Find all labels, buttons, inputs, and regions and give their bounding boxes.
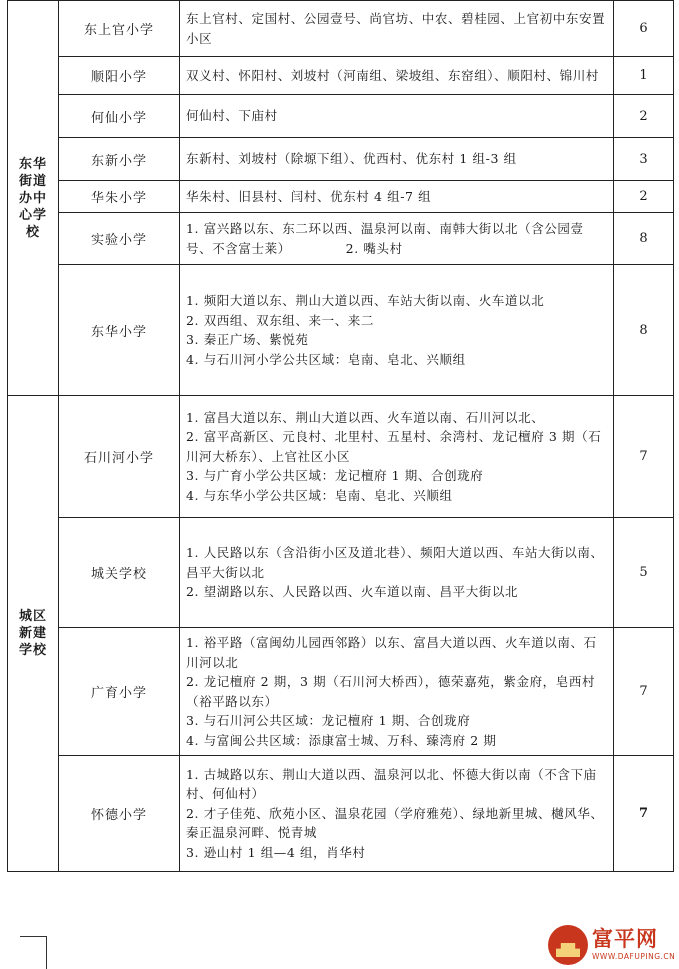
logo-url: WWW.DAFUPING.CN <box>592 952 676 962</box>
zone-area-line: 2. 双西组、双东组、来一、来二 <box>186 312 375 328</box>
zone-area-line: 3. 逊山村 1 组—4 组，肖华村 <box>186 844 366 860</box>
district-cell: 城区新建学校 <box>8 396 59 872</box>
school-name-cell: 何仙小学 <box>59 95 180 138</box>
table-body <box>8 1 674 872</box>
zone-area-cell <box>180 57 614 95</box>
school-name-cell: 顺阳小学 <box>59 57 180 95</box>
zone-area-line: 2. 望湖路以东、人民路以西、火车道以南、昌平大街以北 <box>186 584 519 600</box>
zone-area-cell <box>180 95 614 138</box>
class-count-cell: 2 <box>614 181 674 213</box>
class-count-cell: 8 <box>614 213 674 265</box>
school-name-cell: 华朱小学 <box>59 181 180 213</box>
zone-area-cell <box>180 265 614 396</box>
zone-area-cell <box>180 756 614 872</box>
school-name-cell: 广育小学 <box>59 628 180 756</box>
class-count-cell: 2 <box>614 95 674 138</box>
zone-area-cell <box>180 1 614 57</box>
zone-area-line: 1. 频阳大道以东、荆山大道以西、车站大街以南、火车道以北 <box>186 293 545 308</box>
table-row <box>8 57 674 95</box>
table-row <box>8 628 674 756</box>
class-count-cell: 8 <box>614 265 674 396</box>
zone-area-line: 2. 富平高新区、元良村、北里村、五星村、余湾村、龙记檀府 3 期（石川河大桥东）、上官社区小区 <box>186 429 602 464</box>
zone-area-line: 2. 龙记檀府 2 期，3 期（石川河大桥西），德荣嘉苑，紫金府，皂西村（裕平路以东） <box>186 674 596 709</box>
class-count-cell: 7 <box>614 628 674 756</box>
zone-area-line: 1. 富昌大道以东、荆山大道以西、火车道以南、石川河以北、 <box>186 409 545 425</box>
table-row <box>8 95 674 138</box>
school-name-cell: 石川河小学 <box>59 396 180 518</box>
zone-area-cell <box>180 518 614 628</box>
table-row <box>8 138 674 181</box>
zone-area-cell <box>180 181 614 213</box>
zone-area-line: 3. 与广育小学公共区域：龙记檀府 1 期、合创珑府 <box>186 468 484 484</box>
zone-area-line: 4. 与东华小学公共区域：皂南、皂北、兴顺组 <box>186 487 453 503</box>
class-count-cell: 5 <box>614 518 674 628</box>
zone-area-line: 2. 才子佳苑、欣苑小区、温泉花园（学府雅苑）、绿地新里城、樾风华、秦正温泉河畔、悦青城 <box>186 805 604 841</box>
school-name-cell: 实验小学 <box>59 213 180 265</box>
school-name-cell: 东新小学 <box>59 138 180 181</box>
class-count-cell: 3 <box>614 138 674 181</box>
table-row <box>8 1 674 57</box>
school-name-cell: 东上官小学 <box>59 1 180 57</box>
school-zone-table <box>7 0 674 872</box>
zone-area-line: 1. 人民路以东（含沿街小区及道北巷）、频阳大道以西、车站大街以南、昌平大街以北 <box>186 545 604 580</box>
table-row <box>8 213 674 265</box>
class-count-cell: 7 <box>614 756 674 872</box>
table-row <box>8 265 674 396</box>
tower-emblem-icon <box>548 925 588 965</box>
zone-area-line: 4. 与石川河小学公共区域：皂南、皂北、兴顺组 <box>186 351 466 367</box>
zone-area-line: 3. 秦正广场、紫悦苑 <box>186 332 309 347</box>
logo-text <box>592 929 675 961</box>
class-count-cell: 1 <box>614 57 674 95</box>
site-logo <box>548 925 674 965</box>
zone-area-line: 华朱村、旧县村、闫村、优东村 4 组-7 组 <box>186 188 432 204</box>
zone-area-line: 何仙村、下庙村 <box>186 108 278 124</box>
zone-area-line: 1. 古城路以东、荆山大道以西、温泉河以北、怀德大街以南（不含下庙村、何仙村） <box>186 766 597 802</box>
zone-area-line: 东上官村、定国村、公园壹号、尚官坊、中农、碧桂园、上官初中东安置小区 <box>186 11 606 46</box>
table-row <box>8 756 674 872</box>
zone-area-line: 1. 富兴路以东、东二环以西、温泉河以南、南韩大街以北（含公园壹号、不含富士莱） 2. 嘴头村 <box>186 221 584 256</box>
zone-area-line: 双义村、怀阳村、刘坡村（河南组、梁坡组、东窑组）、顺阳村、锦川村 <box>186 67 599 83</box>
class-count-cell: 7 <box>614 396 674 518</box>
logo-name: 富平网 <box>592 927 658 952</box>
table-row <box>8 518 674 628</box>
zone-area-cell <box>180 213 614 265</box>
page-corner-mark <box>20 936 47 969</box>
zone-area-line: 3. 与石川河公共区域：龙记檀府 1 期、合创珑府 <box>186 713 471 728</box>
zone-area-cell <box>180 396 614 518</box>
zone-area-cell <box>180 628 614 756</box>
zone-area-line: 1. 裕平路（富闽幼儿园西邻路）以东、富昌大道以西、火车道以南、石川河以北 <box>186 635 597 670</box>
zone-area-line: 东新村、刘坡村（除塬下组）、优西村、优东村 1 组-3 组 <box>186 151 517 167</box>
district-cell: 东华街道办中心学校 <box>8 1 59 396</box>
table-row <box>8 396 674 518</box>
school-name-cell: 怀德小学 <box>59 756 180 872</box>
class-count-cell: 6 <box>614 1 674 57</box>
school-name-cell: 东华小学 <box>59 265 180 396</box>
school-name-cell: 城关学校 <box>59 518 180 628</box>
zone-area-line: 4. 与富闽公共区域：添康富士城、万科、臻湾府 2 期 <box>186 732 497 748</box>
zone-area-cell <box>180 138 614 181</box>
table-row <box>8 181 674 213</box>
